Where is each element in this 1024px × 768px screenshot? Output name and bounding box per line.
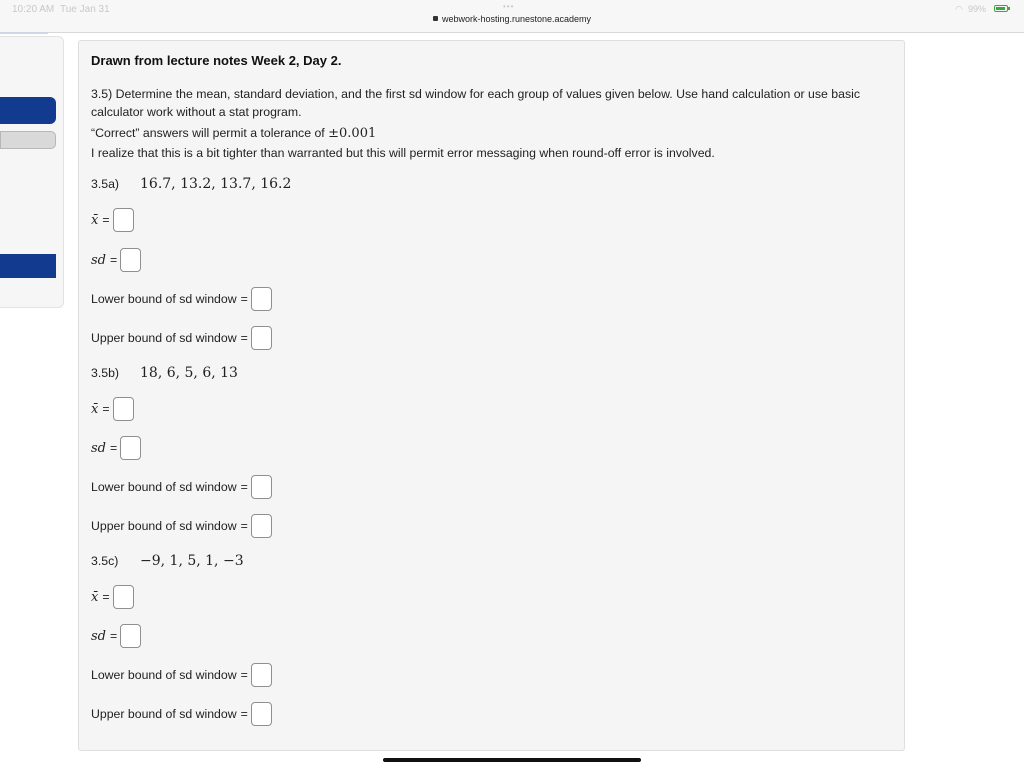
mean-answer-input[interactable] xyxy=(113,208,134,232)
sidebar-active-item[interactable] xyxy=(0,254,56,278)
upper-bound-input[interactable] xyxy=(251,326,272,350)
sd-row xyxy=(91,248,141,272)
lower-bound-label: Lower bound of sd window xyxy=(91,292,237,306)
sd-symbol: sd xyxy=(91,628,106,644)
lower-bound-input[interactable] xyxy=(251,663,272,687)
upper-bound-label: Upper bound of sd window xyxy=(91,331,237,345)
part-values: 16.7, 13.2, 13.7, 16.2 xyxy=(140,176,292,192)
lock-icon xyxy=(433,16,438,21)
part-values: −9, 1, 5, 1, −3 xyxy=(140,553,244,569)
mean-row xyxy=(91,585,134,609)
mean-symbol: x̄ xyxy=(91,589,99,605)
sidebar-secondary-button[interactable] xyxy=(0,131,56,149)
lower-bound-row xyxy=(91,475,272,499)
status-date: Tue Jan 31 xyxy=(60,4,110,15)
equals-sign: = xyxy=(102,590,110,604)
equals-sign: = xyxy=(102,213,110,227)
equals-sign: = xyxy=(240,331,248,345)
upper-bound-label: Upper bound of sd window xyxy=(91,519,237,533)
sd-row xyxy=(91,624,141,648)
equals-sign: = xyxy=(240,480,248,494)
sidebar-primary-button[interactable] xyxy=(0,97,56,124)
mean-row xyxy=(91,397,134,421)
problem-instructions: 3.5) Determine the mean, standard deviation, and the first sd window for each group of values given below. Use hand calculation or use basic calculator work without a stat program. xyxy=(91,87,860,119)
equals-sign: = xyxy=(240,519,248,533)
lower-bound-row xyxy=(91,663,272,687)
multitasking-dots-icon[interactable]: ••• xyxy=(503,2,515,11)
roundoff-note: I realize that this is a bit tighter than warranted but this will permit error messaging when round-off error is involved. xyxy=(91,146,715,160)
sd-answer-input[interactable] xyxy=(120,436,141,460)
part-label: 3.5b) xyxy=(91,366,120,380)
sd-row xyxy=(91,436,141,460)
upper-bound-row xyxy=(91,514,272,538)
mean-symbol: x̄ xyxy=(91,401,99,417)
lower-bound-label: Lower bound of sd window xyxy=(91,668,237,682)
battery-percent: 99% xyxy=(968,4,987,14)
url-text: webwork-hosting.runestone.academy xyxy=(441,14,592,24)
mean-row xyxy=(91,208,134,232)
status-bar xyxy=(0,0,1024,33)
tolerance-prefix: “Correct” answers will permit a tolerance of xyxy=(91,126,329,140)
mean-answer-input[interactable] xyxy=(113,585,134,609)
equals-sign: = xyxy=(110,629,118,643)
upper-bound-row xyxy=(91,326,272,350)
equals-sign: = xyxy=(102,402,110,416)
lower-bound-label: Lower bound of sd window xyxy=(91,480,237,494)
sidebar-top-divider xyxy=(0,32,48,34)
part-label: 3.5c) xyxy=(91,554,119,568)
lower-bound-input[interactable] xyxy=(251,287,272,311)
problem-heading: Drawn from lecture notes Week 2, Day 2. xyxy=(91,53,342,68)
equals-sign: = xyxy=(110,441,118,455)
home-indicator[interactable] xyxy=(383,758,641,762)
sd-answer-input[interactable] xyxy=(120,624,141,648)
equals-sign: = xyxy=(240,292,248,306)
address-bar[interactable] xyxy=(0,14,1024,24)
tolerance-note xyxy=(91,124,376,143)
equals-sign: = xyxy=(240,707,248,721)
upper-bound-label: Upper bound of sd window xyxy=(91,707,237,721)
part-label: 3.5a) xyxy=(91,177,120,191)
upper-bound-input[interactable] xyxy=(251,514,272,538)
equals-sign: = xyxy=(240,668,248,682)
upper-bound-input[interactable] xyxy=(251,702,272,726)
part-values: 18, 6, 5, 6, 13 xyxy=(140,365,238,381)
upper-bound-row xyxy=(91,702,272,726)
wifi-icon: ◠ xyxy=(955,4,963,14)
sd-answer-input[interactable] xyxy=(120,248,141,272)
status-time: 10:20 AM xyxy=(12,4,55,15)
sd-symbol: sd xyxy=(91,440,106,456)
battery-icon xyxy=(994,5,1008,12)
lower-bound-input[interactable] xyxy=(251,475,272,499)
equals-sign: = xyxy=(110,253,118,267)
lower-bound-row xyxy=(91,287,272,311)
mean-symbol: x̄ xyxy=(91,212,99,228)
mean-answer-input[interactable] xyxy=(113,397,134,421)
tolerance-value: ±0.001 xyxy=(328,126,377,141)
sd-symbol: sd xyxy=(91,252,106,268)
